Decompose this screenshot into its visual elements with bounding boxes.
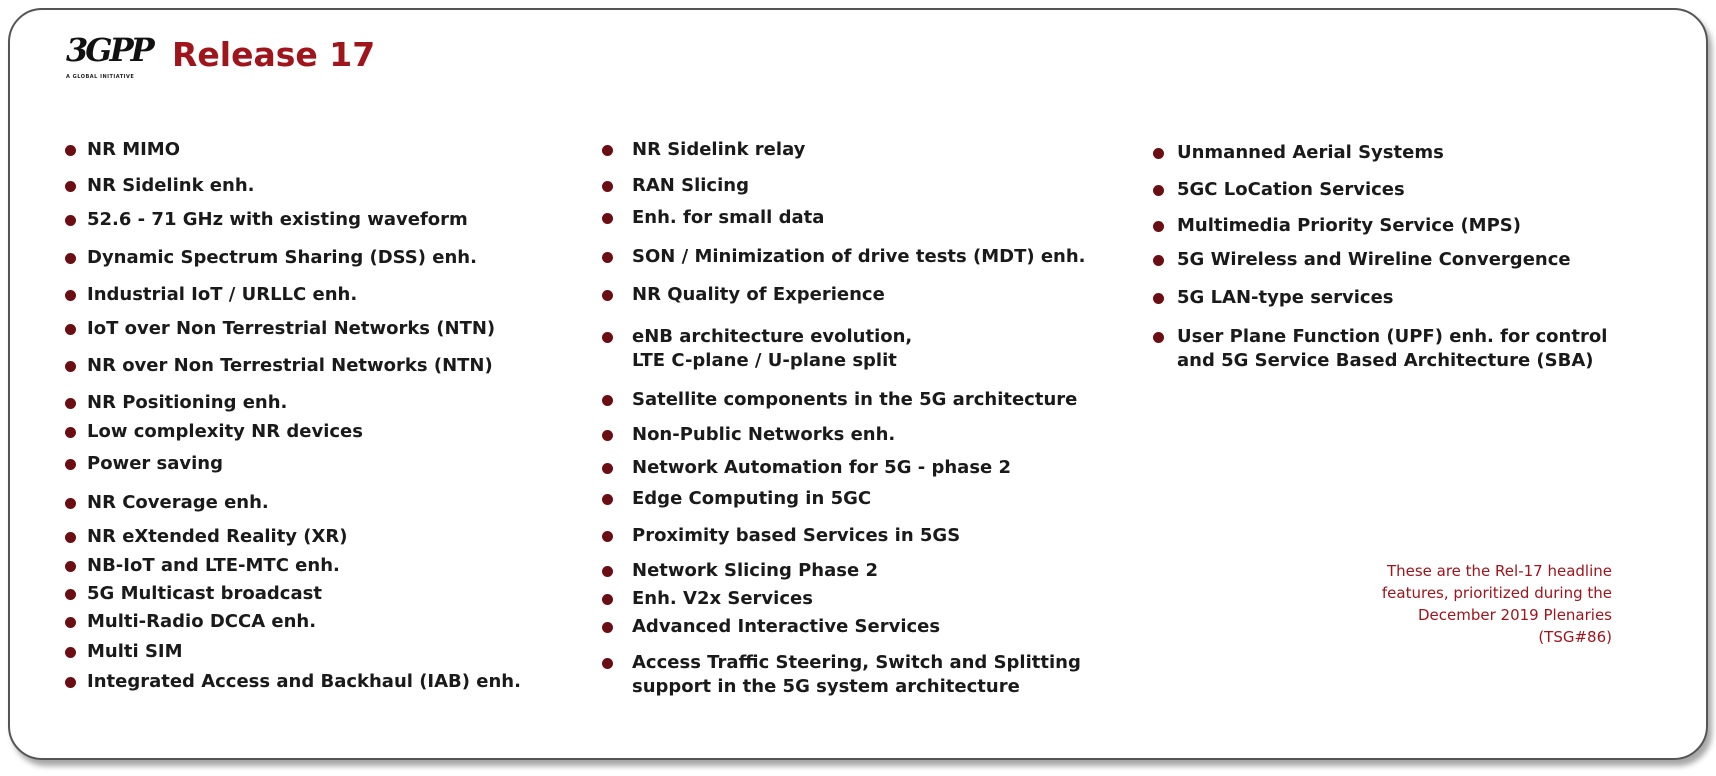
list-item: Dynamic Spectrum Sharing (DSS) enh. <box>87 246 477 270</box>
list-item: NR Sidelink enh. <box>87 174 254 198</box>
bullet-icon <box>602 494 613 505</box>
bullet-icon <box>1153 255 1164 266</box>
list-item: NR eXtended Reality (XR) <box>87 525 348 549</box>
bullet-icon <box>65 459 76 470</box>
bullet-icon <box>602 332 613 343</box>
list-item: Proximity based Services in 5GS <box>632 524 960 548</box>
list-item: Edge Computing in 5GC <box>632 487 871 511</box>
list-item: 5GC LoCation Services <box>1177 178 1405 202</box>
list-item: NR Sidelink relay <box>632 138 805 162</box>
bullet-icon <box>65 253 76 264</box>
bullet-icon <box>65 181 76 192</box>
logo-tagline: A GLOBAL INITIATIVE <box>66 74 135 80</box>
list-item: NR Coverage enh. <box>87 491 269 515</box>
list-item: NR Positioning enh. <box>87 391 287 415</box>
bullet-icon <box>65 145 76 156</box>
list-item: NR MIMO <box>87 138 180 162</box>
list-item: NR Quality of Experience <box>632 283 885 307</box>
list-item: Power saving <box>87 452 223 476</box>
list-item: Integrated Access and Backhaul (IAB) enh. <box>87 670 521 694</box>
bullet-icon <box>602 430 613 441</box>
note-line: December 2019 Plenaries <box>1417 606 1612 624</box>
bullet-icon <box>65 589 76 600</box>
bullet-icon <box>1153 332 1164 343</box>
list-item: Enh. for small data <box>632 206 824 230</box>
bullet-icon <box>65 398 76 409</box>
list-item: Unmanned Aerial Systems <box>1177 141 1444 165</box>
bullet-icon <box>65 215 76 226</box>
bullet-icon <box>1153 221 1164 232</box>
bullet-icon <box>65 324 76 335</box>
bullet-icon <box>65 677 76 688</box>
3gpp-logo <box>66 30 162 84</box>
note-line: These are the Rel-17 headline <box>1386 562 1612 580</box>
bullet-icon <box>65 647 76 658</box>
headline-note <box>1382 560 1612 648</box>
list-item: Satellite components in the 5G architecture <box>632 388 1077 412</box>
list-item: Non-Public Networks enh. <box>632 423 895 447</box>
list-item: 5G Multicast broadcast <box>87 582 322 606</box>
bullet-icon <box>602 290 613 301</box>
bullet-icon <box>602 181 613 192</box>
bullet-icon <box>65 532 76 543</box>
bullet-icon <box>1153 293 1164 304</box>
list-item: Multi-Radio DCCA enh. <box>87 610 316 634</box>
list-item: User Plane Function (UPF) enh. for control <box>1177 325 1607 349</box>
list-item: Multi SIM <box>87 640 183 664</box>
list-item: NB-IoT and LTE-MTC enh. <box>87 554 340 578</box>
list-item: Enh. V2x Services <box>632 587 813 611</box>
list-item: RAN Slicing <box>632 174 749 198</box>
bullet-icon <box>602 213 613 224</box>
list-item: Network Automation for 5G - phase 2 <box>632 456 1011 480</box>
list-item-continuation: and 5G Service Based Architecture (SBA) <box>1177 350 1594 371</box>
list-item: SON / Minimization of drive tests (MDT) enh. <box>632 245 1086 269</box>
list-item: Industrial IoT / URLLC enh. <box>87 283 357 307</box>
bullet-icon <box>602 395 613 406</box>
list-item: Advanced Interactive Services <box>632 615 940 639</box>
bullet-icon <box>1153 185 1164 196</box>
list-item: IoT over Non Terrestrial Networks (NTN) <box>87 317 495 341</box>
list-item: Network Slicing Phase 2 <box>632 559 878 583</box>
bullet-icon <box>1153 148 1164 159</box>
bullet-icon <box>602 594 613 605</box>
page-title: Release 17 <box>172 35 376 74</box>
list-item: eNB architecture evolution, <box>632 325 912 349</box>
list-item: 5G LAN-type services <box>1177 286 1394 310</box>
list-item-continuation: LTE C-plane / U-plane split <box>632 350 897 371</box>
bullet-icon <box>602 622 613 633</box>
bullet-icon <box>602 531 613 542</box>
bullet-icon <box>602 463 613 474</box>
bullet-icon <box>65 290 76 301</box>
logo-mark: 3GPP <box>66 31 152 69</box>
bullet-icon <box>65 498 76 509</box>
bullet-icon <box>602 145 613 156</box>
list-item: Access Traffic Steering, Switch and Splitting <box>632 651 1081 675</box>
note-line: features, prioritized during the <box>1381 584 1612 602</box>
bullet-icon <box>65 361 76 372</box>
list-item-continuation: support in the 5G system architecture <box>632 676 1020 697</box>
bullet-icon <box>65 617 76 628</box>
bullet-icon <box>602 658 613 669</box>
bullet-icon <box>65 427 76 438</box>
list-item: Low complexity NR devices <box>87 420 363 444</box>
bullet-icon <box>602 566 613 577</box>
list-item: Multimedia Priority Service (MPS) <box>1177 214 1521 238</box>
list-item: 5G Wireless and Wireline Convergence <box>1177 248 1571 272</box>
note-line: (TSG#86) <box>1538 628 1612 646</box>
bullet-icon <box>65 561 76 572</box>
list-item: NR over Non Terrestrial Networks (NTN) <box>87 354 493 378</box>
list-item: 52.6 - 71 GHz with existing waveform <box>87 208 468 232</box>
bullet-icon <box>602 252 613 263</box>
